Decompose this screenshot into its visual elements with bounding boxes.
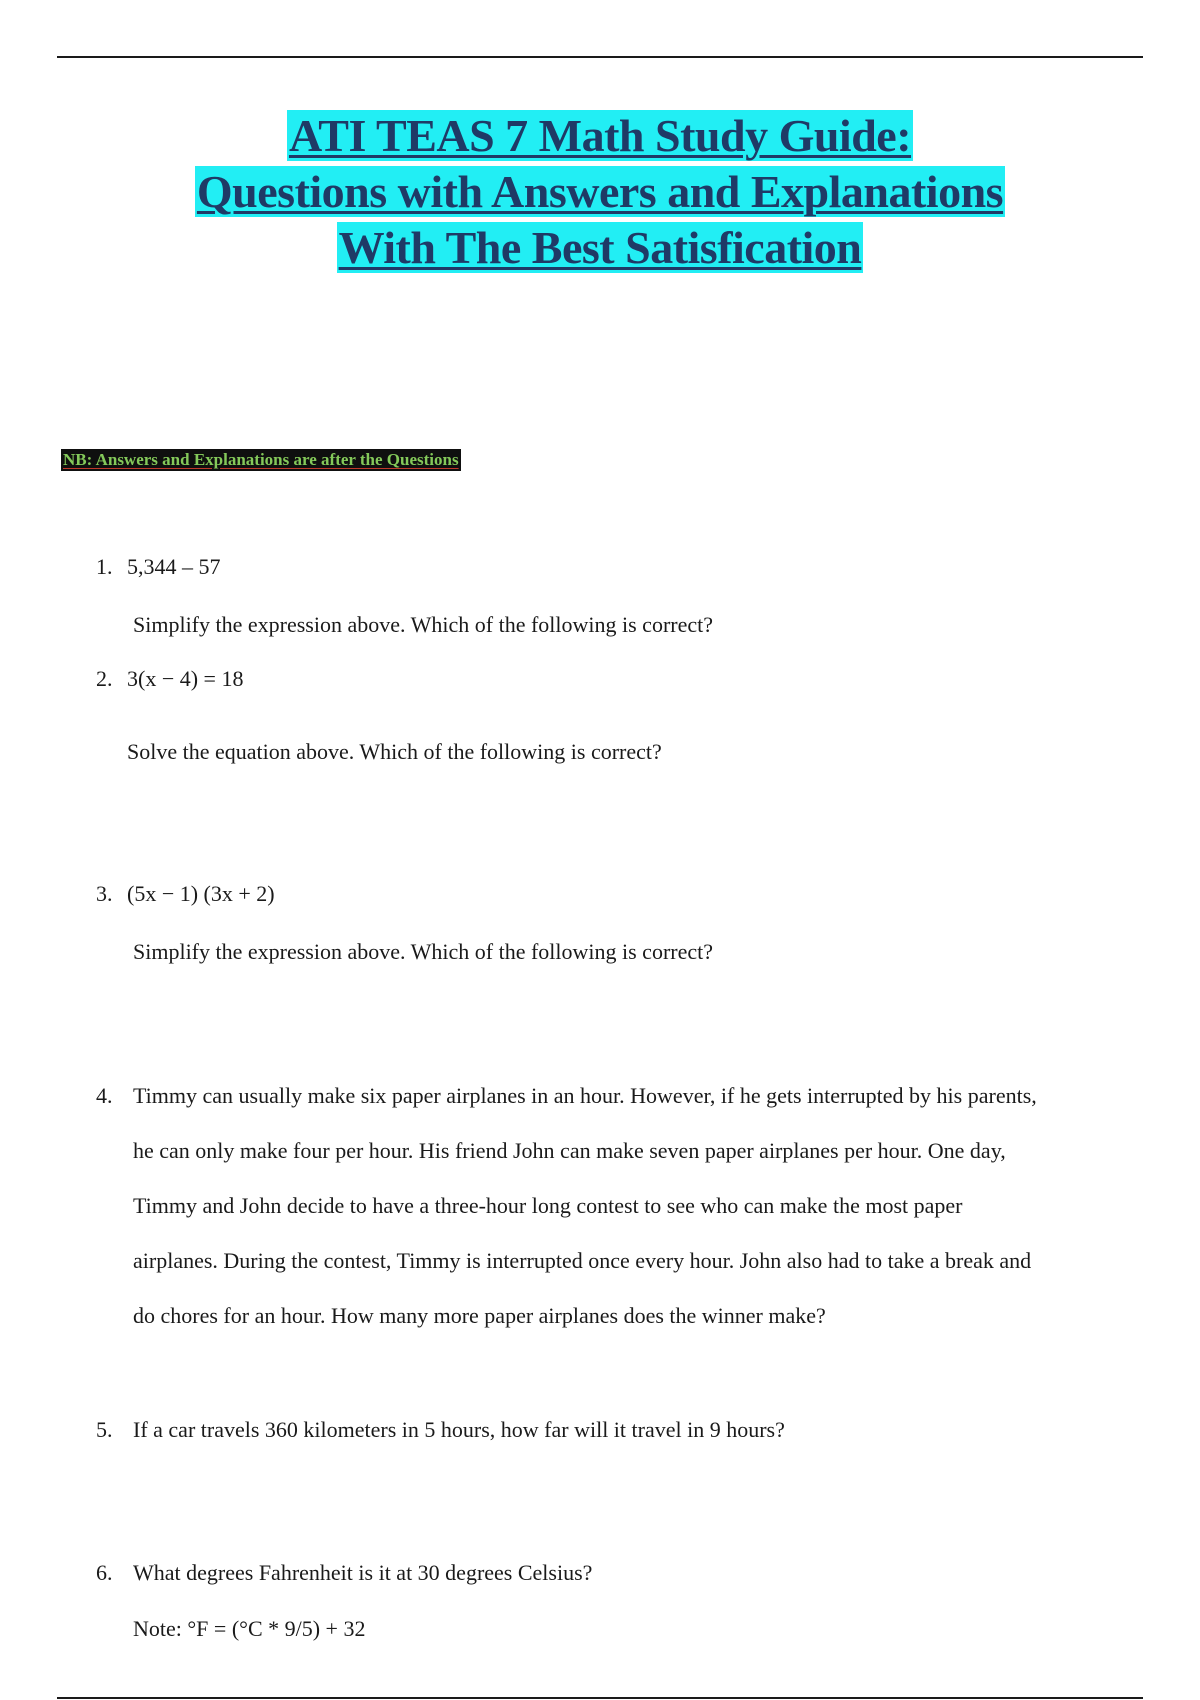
question-text: 3(x − 4) = 18 bbox=[127, 666, 244, 691]
title-line-3: With The Best Satisfication bbox=[338, 222, 862, 273]
question-number: 4. bbox=[96, 1083, 113, 1108]
question-3-instruction: Simplify the expression above. Which of the following is correct? bbox=[133, 939, 714, 964]
question-4-line: do chores for an hour. How many more paper airplanes does the winner make? bbox=[133, 1303, 826, 1328]
question-number: 5. bbox=[96, 1417, 113, 1442]
answers-note: NB: Answers and Explanations are after the Questions bbox=[63, 450, 459, 469]
question-1-instruction: Simplify the expression above. Which of the following is correct? bbox=[133, 612, 714, 637]
question-4-line: he can only make four per hour. His friend John can make seven paper airplanes per hour. One day, bbox=[133, 1138, 1006, 1163]
top-rule bbox=[57, 56, 1143, 58]
question-number: 1. bbox=[96, 554, 113, 579]
question-2-instruction: Solve the equation above. Which of the following is correct? bbox=[127, 739, 662, 764]
title-line-1: ATI TEAS 7 Math Study Guide: bbox=[288, 110, 912, 161]
question-number: 3. bbox=[96, 881, 113, 906]
title-line-2: Questions with Answers and Explanations bbox=[196, 166, 1004, 217]
question-number: 6. bbox=[96, 1560, 113, 1585]
document-title bbox=[0, 108, 1200, 276]
question-text: 5,344 – 57 bbox=[127, 554, 221, 579]
question-6-note: Note: °F = (°C * 9/5) + 32 bbox=[133, 1616, 366, 1641]
question-4-line: Timmy can usually make six paper airplanes in an hour. However, if he gets interrupted by his parents, bbox=[133, 1083, 1037, 1108]
question-text: If a car travels 360 kilometers in 5 hours, how far will it travel in 9 hours? bbox=[133, 1417, 785, 1442]
question-4-line: Timmy and John decide to have a three-hour long contest to see who can make the most paper bbox=[133, 1193, 963, 1218]
question-4-line: airplanes. During the contest, Timmy is interrupted once every hour. John also had to take a break and bbox=[133, 1248, 1032, 1273]
question-text: What degrees Fahrenheit is it at 30 degrees Celsius? bbox=[133, 1560, 593, 1585]
question-number: 2. bbox=[96, 666, 113, 691]
question-text: (5x − 1) (3x + 2) bbox=[127, 881, 275, 906]
question-4-text bbox=[133, 1082, 1037, 1357]
bottom-rule bbox=[57, 1697, 1143, 1699]
